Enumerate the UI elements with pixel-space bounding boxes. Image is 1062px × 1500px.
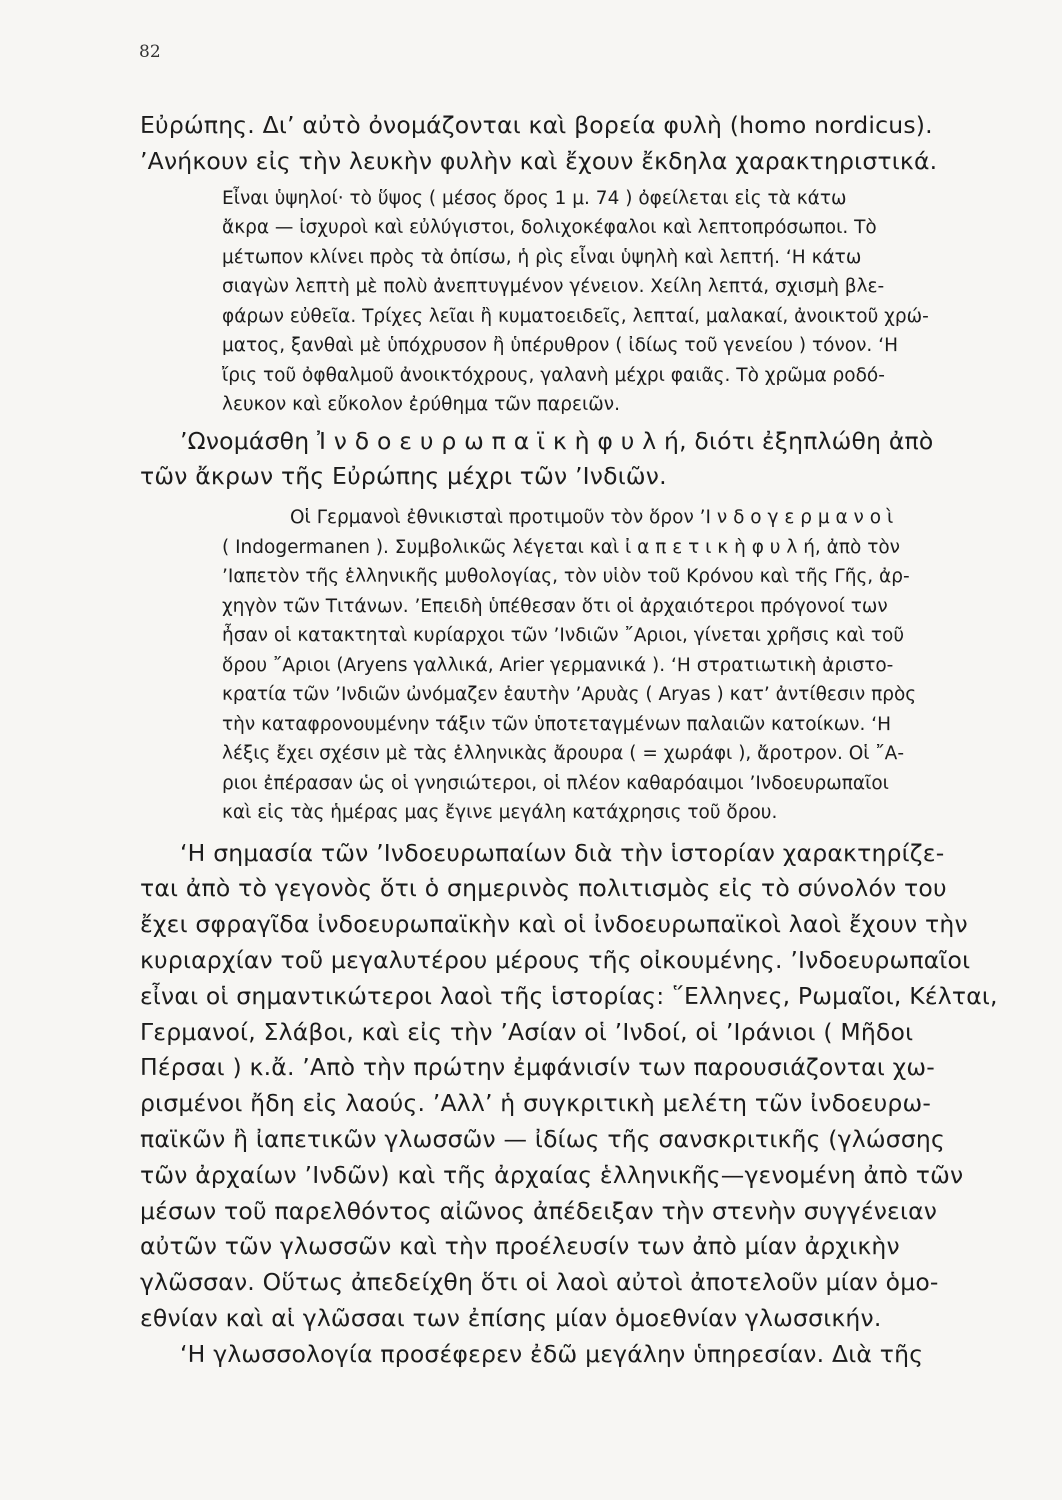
text-line: ριοι ἐπέρασαν ὡς οἱ γνησιώτεροι, οἱ πλέον καθαρόαιμοι ’Ινδοευρωπαῖοι [222,772,889,794]
page-body [140,108,1000,1373]
paragraph-linguistics [140,1337,1000,1373]
text-line: ματος, ξανθαὶ μὲ ὑπόχρυσον ἢ ὑπέρυθρον ( ἰδίως τοῦ γενείου ) τόνον. ‘Η [222,335,898,357]
text-line: ἔχει σφραγῖδα ἰνδοευρωπαϊκὴν καὶ οἱ ἰνδοευρωπαϊκοὶ λαοὶ ἔχουν τὴν [140,910,968,939]
text-line: ’Ιαπετὸν τῆς ἑλληνικῆς μυθολογίας, τὸν υἱὸν τοῦ Κρόνου καὶ τῆς Γῆς, ἀρ- [222,566,910,588]
paragraph-naming [140,424,1000,496]
paragraph-physical-traits [140,184,1000,420]
text-line: ὅρου ῎Αριοι (Aryens γαλλικά, Arier γερμανικά ). ‘Η στρατιωτικὴ ἀριστο- [222,654,894,676]
text-line: φάρων εὐθεῖα. Τρίχες λεῖαι ἢ κυματοειδεῖς, λεπταί, μαλακαί, ἀνοικτοῦ χρώ- [222,305,929,327]
text-line: ’Ανήκουν εἰς τὴν λευκὴν φυλὴν καὶ ἔχουν ἔκδηλα χαρακτηριστικά. [140,146,938,175]
text-line: καὶ εἰς τὰς ἡμέρας μας ἔγινε μεγάλη κατάχρησις τοῦ ὅρου. [222,802,778,824]
text-line: ἄκρα — ἰσχυροὶ καὶ εὐλύγιστοι, δολιχοκέφαλοι καὶ λεπτοπρόσωποι. Τὸ [222,217,877,239]
text-line: τῶν ἀρχαίων ’Ινδῶν) καὶ τῆς ἀρχαίας ἑλληνικῆς—γενομένη ἀπὸ τῶν [140,1160,964,1189]
text-line: τὴν καταφρονουμένην τάξιν τῶν ὑποτεταγμένων παλαιῶν κατοίκων. ‘Η [222,713,892,735]
paragraph-intro [140,108,1000,180]
text-line: λέξις ἔχει σχέσιν μὲ τὰς ἑλληνικὰς ἄρουρα ( = χωράφι ), ἄροτρον. Οἱ ῎Α- [222,743,905,765]
page-number: 82 [139,42,161,62]
text-line: Εὐρώπης. Δι’ αὐτὸ ὀνομάζονται καὶ βορεία φυλὴ (homo nordicus). [140,111,933,139]
text-line: Οἱ Γερμανοὶ ἐθνικισταὶ προτιμοῦν τὸν ὅρον ’Ι ν δ ο γ ε ρ μ α ν ο ὶ [290,507,894,529]
text-line: γλῶσσαν. Οὕτως ἀπεδείχθη ὅτι οἱ λαοὶ αὐτοὶ ἀποτελοῦν μίαν ὁμο- [140,1268,939,1297]
text-line: μέσων τοῦ παρελθόντος αἰῶνος ἀπέδειξαν τὴν στενὴν συγγένειαν [140,1196,938,1225]
text-line: ‘Η σημασία τῶν ’Ινδοευρωπαίων διὰ τὴν ἱστορίαν χαρακτηρίζε- [180,838,945,867]
text-line: ’Ωνομάσθη Ἰ ν δ ο ε υ ρ ω π α ϊ κ ὴ φ υ λ ή, διότι ἐξηπλώθη ἀπὸ [180,426,934,455]
text-line: ἦσαν οἱ κατακτηταὶ κυρίαρχοι τῶν ’Ινδιῶν ῎Αριοι, γίνεται χρῆσις καὶ τοῦ [222,625,905,647]
text-line: παϊκῶν ἢ ἰαπετικῶν γλωσσῶν — ἰδίως τῆς σανσκριτικῆς (γλώσσης [140,1125,946,1154]
text-line: χηγὸν τῶν Τιτάνων. ’Επειδὴ ὑπέθεσαν ὅτι οἱ ἀρχαιότεροι πρόγονοί των [222,595,888,617]
text-line: κυριαρχίαν τοῦ μεγαλυτέρου μέρους τῆς οἰκουμένης. ’Ινδοευρωπαῖοι [140,946,971,975]
text-line: Εἶναι ὑψηλοί· τὸ ὕψος ( μέσος ὅρος 1 μ. 74 ) ὀφείλεται εἰς τὰ κάτω [222,187,847,209]
text-line: ‘Η γλωσσολογία προσέφερεν ἐδῶ μεγάλην ὑπηρεσίαν. Διὰ τῆς [180,1339,924,1368]
text-line: σιαγὼν λεπτὴ μὲ πολὺ ἀνεπτυγμένον γένειον. Χείλη λεπτά, σχισμὴ βλε- [222,276,885,298]
text-line: τῶν ἄκρων τῆς Εὐρώπης μέχρι τῶν ’Ινδιῶν. [140,462,667,491]
text-line: ται ἀπὸ τὸ γεγονὸς ὅτι ὁ σημερινὸς πολιτισμὸς εἰς τὸ σύνολόν του [140,874,947,903]
paragraph-significance [140,836,1000,1337]
text-line: ( Indogermanen ). Συμβολικῶς λέγεται καὶ ἰ α π ε τ ι κ ὴ φ υ λ ή, ἀπὸ τὸν [222,536,901,558]
text-line: λευκον καὶ εὔκολον ἐρύθημα τῶν παρειῶν. [222,394,620,416]
text-line: εθνίαν καὶ αἱ γλῶσσαι των ἐπίσης μίαν ὁμοεθνίαν γλωσσικήν. [140,1304,882,1333]
text-line: κρατία τῶν ’Ινδιῶν ὠνόμαζεν ἑαυτὴν ’Αρυὰς ( Aryas ) κατ’ ἀντίθεσιν πρὸς [222,684,917,706]
text-line: ἴρις τοῦ ὀφθαλμοῦ ἀνοικτόχρους, γαλανὴ μέχρι φαιᾶς. Τὸ χρῶμα ροδό- [222,364,885,386]
text-line: αὐτῶν τῶν γλωσσῶν καὶ τὴν προέλευσίν των ἀπὸ μίαν ἀρχικὴν [140,1232,900,1261]
text-line: μέτωπον κλίνει πρὸς τὰ ὀπίσω, ἡ ρὶς εἶναι ὑψηλὴ καὶ λεπτή. ‘Η κάτω [222,246,862,268]
text-line: ρισμένοι ἤδη εἰς λαούς. ’Αλλ’ ἡ συγκριτικὴ μελέτη τῶν ἰνδοευρω- [140,1089,932,1118]
text-line: εἶναι οἱ σημαντικώτεροι λαοὶ τῆς ἱστορίας: ῞Ελληνες, Ρωμαῖοι, Κέλται, [140,981,998,1010]
text-line: Γερμανοί, Σλάβοι, καὶ εἰς τὴν ’Ασίαν οἱ ’Ινδοί, οἱ ’Ιράνιοι ( Μῆδοι [140,1017,914,1046]
text-line: Πέρσαι ) κ.ἄ. ’Απὸ τὴν πρώτην ἐμφάνισίν των παρουσιάζονται χω- [140,1053,935,1082]
paragraph-terminology [140,503,1000,828]
